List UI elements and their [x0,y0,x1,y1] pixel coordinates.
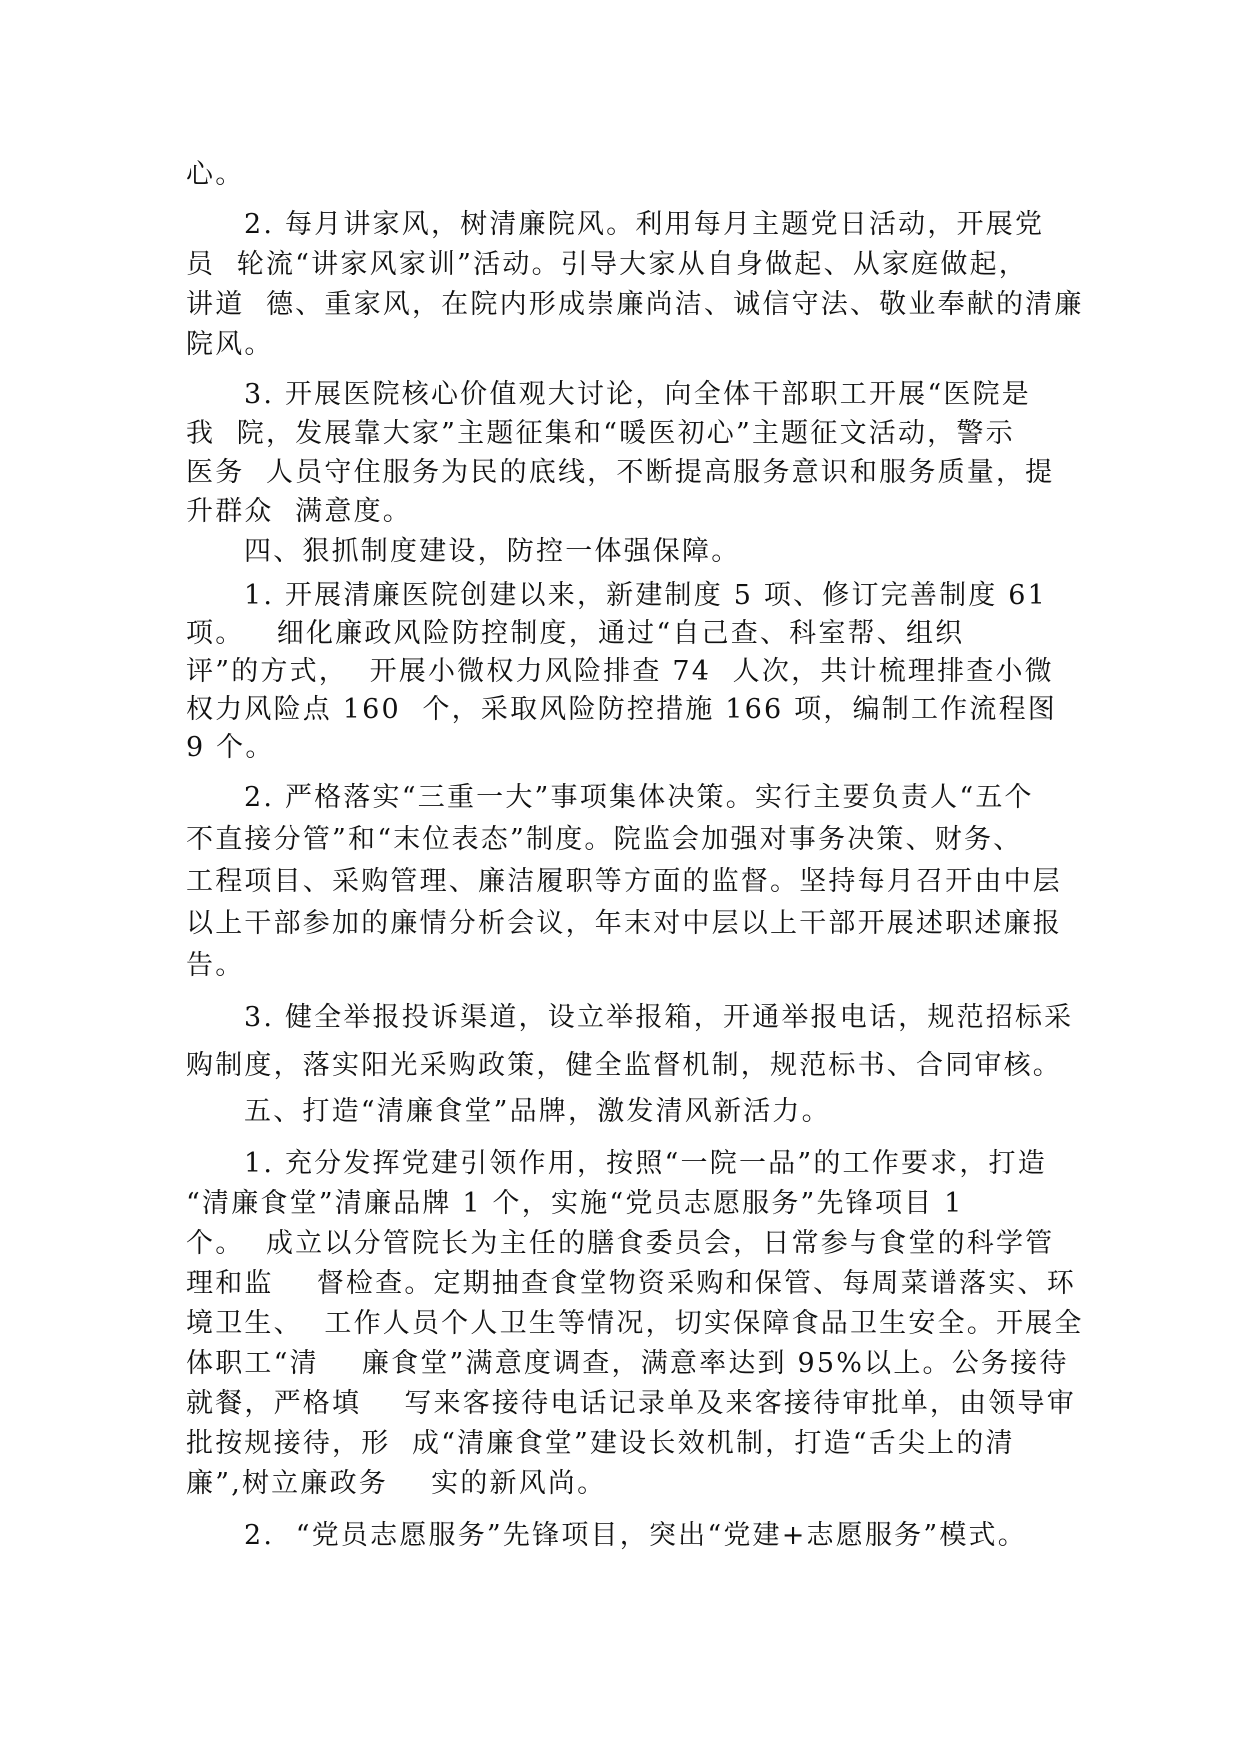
paragraph-line: 体职工“清 廉食堂”满意度调查，满意率达到 95%以上。公务接待 [186,1348,1069,1379]
paragraph-line: 心。 [186,159,245,190]
paragraph-line: 3. 开展医院核心价值观大讨论，向全体干部职工开展“医院是 [244,379,1031,410]
paragraph-line: 个。 成立以分管院长为主任的膳食委员会，日常参与食堂的科学管 [186,1228,1055,1259]
paragraph-line: 2. 每月讲家风，树清廉院风。利用每月主题党日活动，开展党 [244,209,1045,240]
paragraph-line: 购制度，落实阳光采购政策，健全监督机制，规范标书、合同审核。 [186,1050,1062,1081]
paragraph-line: 权力风险点 160 个，采取风险防控措施 166 项，编制工作流程图 [186,694,1057,725]
paragraph-line: 廉”,树立廉政务 实的新风尚。 [186,1468,607,1499]
section-heading: 五、打造“清廉食堂”品牌，激发清风新活力。 [244,1096,831,1127]
paragraph-line: “清廉食堂”清廉品牌 1 个，实施“党员志愿服务”先锋项目 1 [186,1188,964,1219]
paragraph-line: 就餐，严格填 写来客接待电话记录单及来客接待审批单，由领导审 [186,1388,1076,1419]
paragraph-line: 我 院，发展靠大家”主题征集和“暖医初心”主题征文活动，警示 [186,418,1015,449]
paragraph-line: 员 轮流“讲家风家训”活动。引导大家从自身做起、从家庭做起， [186,249,1028,280]
paragraph-line: 告。 [186,950,245,981]
paragraph-line: 3. 健全举报投诉渠道，设立举报箱，开通举报电话，规范招标采 [244,1002,1074,1033]
paragraph-line: 升群众 满意度。 [186,496,412,527]
section-heading: 四、狠抓制度建设，防控一体强保障。 [244,536,741,567]
paragraph-line: 批按规接待，形 成“清廉食堂”建设长效机制，打造“舌尖上的清 [186,1428,1015,1459]
paragraph-line: 讲道 德、重家风，在院内形成崇廉尚洁、诚信守法、敬业奉献的清廉 [186,289,1084,320]
paragraph-line: 9 个。 [186,732,275,763]
paragraph-line: 医务 人员守住服务为民的底线，不断提高服务意识和服务质量，提 [186,457,1055,488]
paragraph-line: 不直接分管”和“末位表态”制度。院监会加强对事务决策、财务、 [186,824,1023,855]
paragraph-line: 以上干部参加的廉情分析会议，年末对中层以上干部开展述职述廉报 [186,908,1062,939]
paragraph-line: 项。 细化廉政风险防控制度，通过“自己查、科室帮、组织 [186,618,965,649]
paragraph-line: 2. 严格落实“三重一大”事项集体决策。实行主要负责人“五个 [244,782,1034,813]
paragraph-line: 院风。 [186,329,274,360]
paragraph-line: 理和监 督检查。定期抽查食堂物资采购和保管、每周菜谱落实、环 [186,1268,1076,1299]
paragraph-line: 1. 充分发挥党建引领作用，按照“一院一品”的工作要求，打造 [244,1148,1047,1179]
paragraph-line: 评”的方式， 开展小微权力风险排查 74 人次，共计梳理排查小微 [186,656,1054,687]
paragraph-line: 1. 开展清廉医院创建以来，新建制度 5 项、修订完善制度 61 [244,580,1048,611]
paragraph-line: 境卫生、 工作人员个人卫生等情况，切实保障食品卫生安全。开展全 [186,1308,1084,1339]
paragraph-line: 工程项目、采购管理、廉洁履职等方面的监督。坚持每月召开由中层 [186,866,1062,897]
paragraph-line: 2. “党员志愿服务”先锋项目，突出“党建+志愿服务”模式。 [244,1520,1027,1551]
